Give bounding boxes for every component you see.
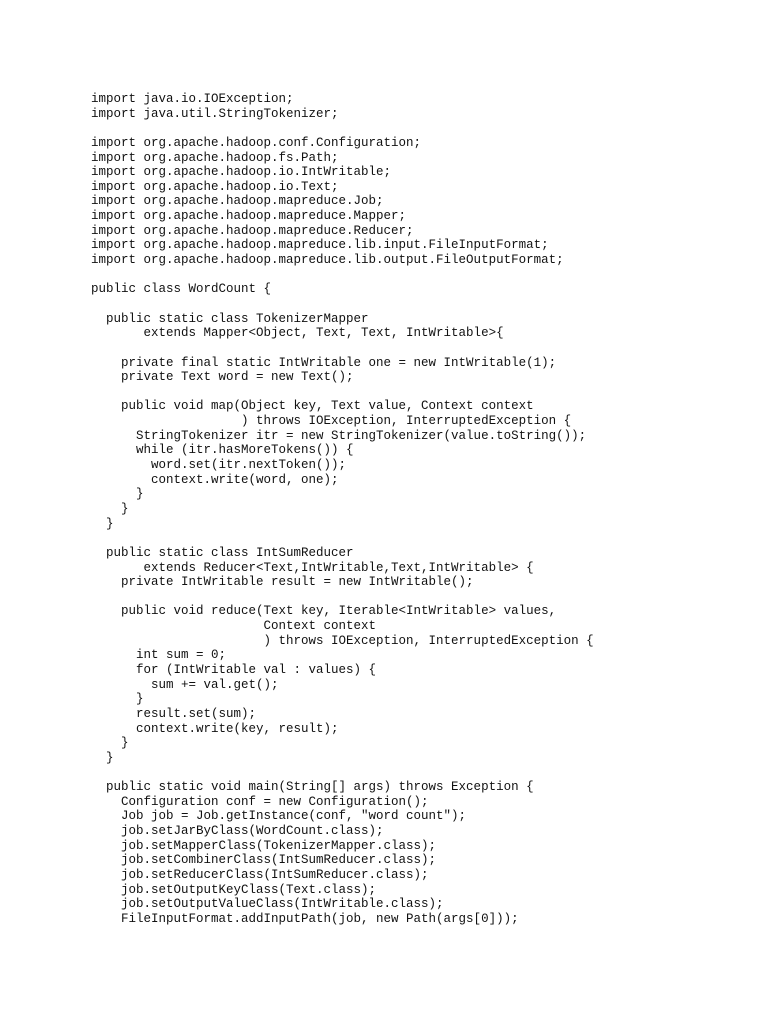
code-line: import org.apache.hadoop.io.Text;	[91, 179, 339, 194]
code-line: }	[91, 750, 114, 765]
code-line: job.setJarByClass(WordCount.class);	[91, 824, 384, 839]
code-line: job.setOutputValueClass(IntWritable.class);	[91, 897, 444, 912]
code-line: Configuration conf = new Configuration();	[91, 794, 429, 809]
code-line: private final static IntWritable one = new IntWritable(1);	[91, 355, 557, 370]
code-line: }	[91, 487, 144, 502]
code-line: public static class TokenizerMapper	[91, 311, 369, 326]
code-line: context.write(key, result);	[91, 721, 339, 736]
code-line: public static class IntSumReducer	[91, 545, 354, 560]
code-line: FileInputFormat.addInputPath(job, new Path(args[0]));	[91, 911, 519, 926]
code-line: sum += val.get();	[91, 677, 279, 692]
code-line: job.setMapperClass(TokenizerMapper.class);	[91, 838, 437, 853]
code-line: import org.apache.hadoop.fs.Path;	[91, 150, 339, 165]
code-line: int sum = 0;	[91, 648, 227, 663]
code-line: Context context	[91, 619, 377, 634]
code-line: }	[91, 516, 114, 531]
code-line: import org.apache.hadoop.io.IntWritable;	[91, 165, 392, 180]
code-line: import org.apache.hadoop.mapreduce.lib.output.FileOutputFormat;	[91, 253, 564, 268]
code-line: result.set(sum);	[91, 706, 257, 721]
code-line: StringTokenizer itr = new StringTokenizer(value.toString());	[91, 428, 587, 443]
code-line: public class WordCount {	[91, 282, 272, 297]
code-line: private Text word = new Text();	[91, 370, 354, 385]
code-line: extends Mapper<Object, Text, Text, IntWritable>{	[91, 326, 504, 341]
code-line	[91, 385, 751, 400]
code-line	[91, 341, 751, 356]
code-listing	[91, 92, 751, 927]
code-line: public void reduce(Text key, Iterable<IntWritable> values,	[91, 604, 557, 619]
code-line	[91, 297, 751, 312]
code-line	[91, 765, 751, 780]
code-line: Job job = Job.getInstance(conf, "word count");	[91, 809, 467, 824]
code-line: public void map(Object key, Text value, Context context	[91, 399, 534, 414]
code-line: import org.apache.hadoop.mapreduce.lib.input.FileInputFormat;	[91, 238, 549, 253]
code-line	[91, 121, 751, 136]
code-line: job.setOutputKeyClass(Text.class);	[91, 882, 377, 897]
code-line: context.write(word, one);	[91, 472, 339, 487]
code-line: word.set(itr.nextToken());	[91, 458, 347, 473]
code-line: extends Reducer<Text,IntWritable,Text,IntWritable> {	[91, 560, 534, 575]
code-line: import org.apache.hadoop.mapreduce.Mapper;	[91, 209, 407, 224]
code-line: ) throws IOException, InterruptedException {	[91, 414, 572, 429]
code-line: private IntWritable result = new IntWritable();	[91, 575, 474, 590]
code-line	[91, 590, 751, 605]
code-line: public static void main(String[] args) throws Exception {	[91, 780, 534, 795]
code-line: import org.apache.hadoop.mapreduce.Job;	[91, 194, 384, 209]
code-line: }	[91, 501, 129, 516]
code-line: import java.io.IOException;	[91, 92, 294, 106]
code-line: }	[91, 736, 129, 751]
code-line: ) throws IOException, InterruptedException {	[91, 633, 594, 648]
code-line	[91, 268, 751, 283]
code-line: job.setReducerClass(IntSumReducer.class);	[91, 867, 429, 882]
code-line: while (itr.hasMoreTokens()) {	[91, 443, 354, 458]
code-line: }	[91, 692, 144, 707]
code-line: job.setCombinerClass(IntSumReducer.class);	[91, 853, 437, 868]
code-line: for (IntWritable val : values) {	[91, 662, 377, 677]
code-line: import java.util.StringTokenizer;	[91, 106, 339, 121]
code-line: import org.apache.hadoop.mapreduce.Reducer;	[91, 223, 414, 238]
code-line: import org.apache.hadoop.conf.Configuration;	[91, 135, 422, 150]
code-line	[91, 531, 751, 546]
